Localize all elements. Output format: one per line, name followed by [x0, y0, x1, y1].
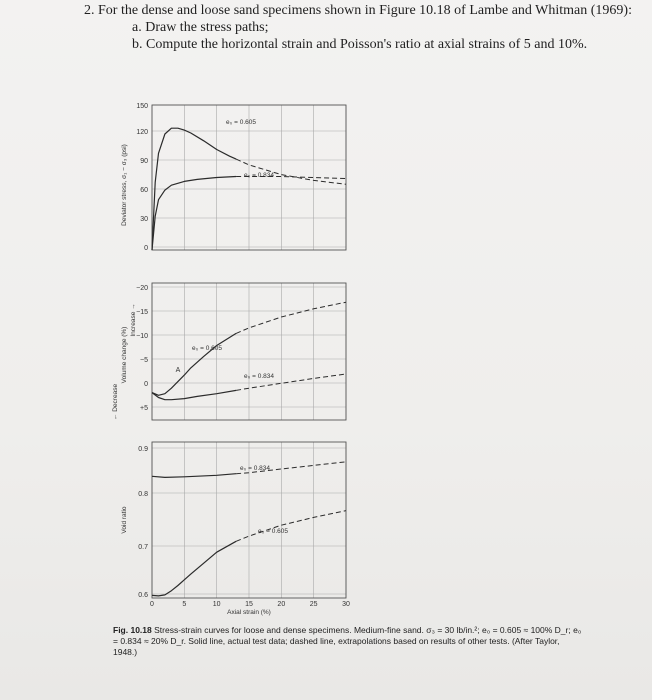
- series-label: e₀ = 0.834: [244, 373, 274, 380]
- x-axis-label: Axial strain (%): [227, 609, 271, 616]
- series-label: e₀ = 0.605: [258, 528, 288, 535]
- series-line-dashed: [236, 511, 346, 542]
- caption-text: Stress-strain curves for loose and dense specimens. Medium-fine sand. σ₃ = 30 lb/in.²; e₀ = 0.605 ≈ 100% D_r; e₀ = 0.834 ≈ 20% D_r. Solid line, actual test data; dashed line, extrapolations based on results of other tests. (After Taylor, 1948.): [113, 625, 582, 657]
- y-tick-label: 0.6: [138, 592, 148, 599]
- x-tick-label: 5: [182, 601, 187, 608]
- figure-caption: [113, 625, 583, 658]
- y-tick-label: 0.7: [138, 544, 148, 551]
- y-tick-label: 120: [136, 129, 148, 136]
- y-tick-label: −15: [136, 309, 148, 316]
- y-tick-label: −10: [136, 333, 148, 340]
- y-tick-label: 0.9: [138, 446, 148, 453]
- series-label: e₀ = 0.605: [226, 119, 256, 126]
- y-tick-label: +5: [140, 405, 148, 412]
- y-tick-label: 60: [140, 187, 148, 194]
- problem-part-a: a. Draw the stress paths;: [132, 20, 269, 35]
- series-label: e₀ = 0.834: [240, 465, 270, 472]
- series-line-solid: [152, 177, 236, 251]
- direction-label-increase: Increase →: [130, 303, 137, 337]
- annotation-label: A: [175, 367, 181, 374]
- x-tick-label: 30: [342, 601, 350, 608]
- y-tick-label: 0: [144, 381, 148, 388]
- x-tick-label: 25: [309, 601, 318, 608]
- direction-label-decrease: ← Decrease: [112, 383, 119, 421]
- x-tick-label: 15: [245, 601, 253, 608]
- y-tick-label: 0.8: [138, 491, 148, 498]
- y-axis-label: Void ratio: [121, 506, 128, 534]
- y-tick-label: 30: [140, 216, 148, 223]
- x-tick-label: 10: [212, 601, 221, 608]
- y-axis-label: Volume change (%): [121, 326, 128, 384]
- series-line-solid: [152, 474, 236, 478]
- x-tick-label: 20: [277, 601, 286, 608]
- series-line-solid: [152, 390, 236, 399]
- series-label: e₀ = 0.605: [192, 345, 222, 352]
- y-tick-label: 150: [136, 103, 148, 110]
- x-tick-label: 0: [150, 601, 154, 608]
- series-line-solid: [152, 333, 236, 395]
- y-tick-label: −20: [136, 285, 148, 292]
- problem-stem: 2. For the dense and loose sand specimens shown in Figure 10.18 of Lambe and Whitman (1969):: [84, 3, 632, 18]
- caption-label: Fig. 10.18: [113, 625, 152, 635]
- y-axis-label: Deviator stress, σ₁ − σ₃ (psi): [121, 144, 128, 226]
- series-line-solid: [152, 541, 236, 596]
- y-tick-label: 90: [140, 158, 148, 165]
- y-tick-label: 0: [144, 245, 148, 252]
- series-label: e₀ = 0.834: [244, 172, 274, 179]
- series-line-dashed: [236, 302, 346, 333]
- y-tick-label: −5: [140, 357, 148, 364]
- problem-part-b: b. Compute the horizontal strain and Poisson's ratio at axial strains of 5 and 10%.: [132, 37, 588, 52]
